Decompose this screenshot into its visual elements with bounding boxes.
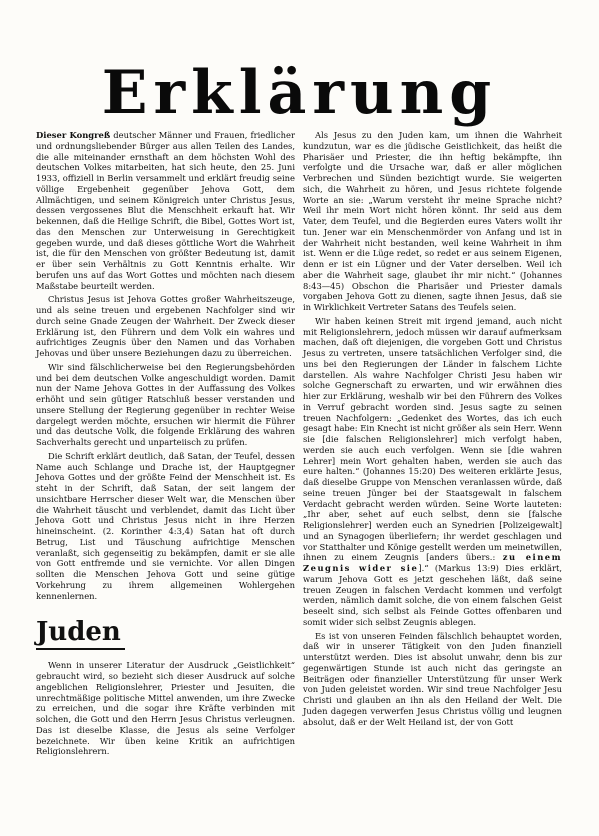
paragraph-text: Wir haben keinen Streit mit irgend jemand, auch nicht mit Religionslehrern, jedoch müssen wir darauf aufmerksam machen, daß oft diejenigen, die vorgeben Gott und Christus Jesus zu vertreten, unsere tatsächlichen Verfolger sind, die uns bei den Regierungen der Länder in falschem Lichte darstellen. Als wahre Nachfolger Christi Jesu haben wir solche Gegnerschaft zu erwarten, und wir erwähnen dies hier zur Erklärung, weshalb wir bei den Führern des Volkes in Verruf gebracht worden sind. Jesus sagte zu seinen treuen Nachfolgern: „Gedenket des Wortes, das ich euch gesagt habe: Ein Knecht ist nicht größer als sein Herr. Wenn sie [die falschen Religionslehrer] mich verfolgt haben, werden sie auch euch verfolgen. Wenn sie [die wahren Lehrer] mein Wort gehalten haben, werden sie auch das eure halten.“ (Johannes 15:20) Des weiteren erklärte Jesus, daß dieselbe Gruppe von Menschen veranlassen würde, daß seine treuen Jünger bei der Staatsgewalt in falschem Verdacht gebracht werden würden. Seine Worte lauteten: „Ihr aber, sehet auf euch selbst, denn sie [falsche Religionslehrer] werden euch an Synedrien [Polizeigewalt] und an Synagogen überliefern; ihr werdet geschlagen und vor Statthalter und Könige gestellt werden um meinetwillen, ihnen zu einem Zeugnis [anders übers.:	[303, 315, 562, 563]
page-title: Erklärung	[101, 58, 498, 128]
right-column	[303, 130, 562, 730]
intro-paragraph	[36, 130, 295, 291]
paragraph: Es ist von unseren Feinden fälschlich behauptet worden, daß wir in unserer Tätigkeit von den Juden finanziell unterstützt werden. Dies ist absolut unwahr, denn bis zur gegenwärtigen Stunde ist auch nicht das geringste an Beiträgen oder finanzieller Unterstützung für unser Werk von Juden geleistet worden. Wir sind treue Nachfolger Jesu Christi und glauben an ihn als den Heiland der Welt. Die Juden dagegen verwerfen Jesus Christus völlig und leugnen absolut, daß er der Welt Heiland ist, der von Gott	[303, 630, 562, 727]
paragraph: Als Jesus zu den Juden kam, um ihnen die Wahrheit kundzutun, war es die jüdische Geistlichkeit, das heißt die Pharisäer und Priester, die ihn heftig bekämpfte, ihn verfolgte und die Ursache war, daß er aller möglichen Verbrechen und Sünden bezichtigt wurde. Sie weigerten sich, die Wahrheit zu hören, und Jesus richtete folgende Worte an sie: „Warum versteht ihr meine Sprache nicht? Weil ihr mein Wort nicht hören könnt. Ihr seid aus dem Vater, dem Teufel, und die Begierden eures Vaters wollt ihr tun. Jener war ein Menschenmörder von Anfang und ist in der Wahrheit nicht bestanden, weil keine Wahrheit in ihm ist. Wenn er die Lüge redet, so redet er aus seinem Eigenen, denn er ist ein Lügner und der Vater derselben. Weil ich aber die Wahrheit sage, glaubet ihr mir nicht.“ (Johannes 8:43—45) Obschon die Pharisäer und Priester damals vorgaben Jehova Gott zu dienen, sagte ihnen Jesus, daß sie in Wirklichkeit Vertreter Satans des Teufels seien.	[303, 130, 562, 312]
intro-lead: Dieser Kongreß	[36, 130, 111, 140]
paragraph: Wir sind fälschlicherweise bei den Regierungsbehörden und bei dem deutschen Volke angeschuldigt worden. Damit nun der Name Jehova Gottes in der Auffassung des Volkes erhöht und sein gütiger Ratschluß besser verstanden und unsere Stellung der Regierung gegenüber in rechter Weise dargelegt werden möchte, ersuchen wir hiermit die Führer und das deutsche Volk, die folgende Erklärung des wahren Sachverhalts gerecht und unparteiisch zu prüfen.	[36, 361, 295, 447]
spaced-emphasis: zu einem Zeugnis wider sie	[303, 552, 562, 573]
intro-text: deutscher Männer und Frauen, friedlicher und ordnungsliebender Bürger aus allen Teilen des Landes, die alle miteinander ernsthaft an dem höchsten Wohl des deutschen Volkes mitarbeiten, hat sich heute, den 25. Juni 1933, offiziell in Berlin versammelt und erklärt freudig seine völlige Ergebenheit gegenüber Jehova Gott, dem Allmächtigen, und seinem Königreich unter Christus Jesus, dessen vergossenes Blut die Menschheit erkauft hat. Wir bekennen, daß die Heilige Schrift, die Bibel, Gottes Wort ist, das den Menschen zur Unterweisung in Gerechtigkeit gegeben wurde, und daß dieses göttliche Wort die Wahrheit ist, die für den Menschen von größter Bedeutung ist, damit er über sein Verhältnis zu Gott Kenntnis erhalte. Wir berufen uns auf das Wort Gottes und möchten nach diesem Maßstabe beurteilt werden.	[36, 130, 295, 291]
section-heading-juden: Juden	[36, 616, 125, 650]
paragraph-text: ].“ (Markus 13:9) Dies erklärt, warum Jehova Gott es jetzt geschehen läßt, daß seine treuen Zeugen in falschen Verdacht kommen und verfolgt werden, nämlich damit solche, die von einem falschen Geist beseelt sind, sich selbst als Feinde Gottes offenbaren und somit wider sich selbst Zeugnis ablegen.	[303, 563, 562, 627]
left-column	[36, 130, 295, 760]
paragraph: Die Schrift erklärt deutlich, daß Satan, der Teufel, dessen Name auch Schlange und Drache ist, der Hauptgegner Jehova Gottes und der größte Feind der Menschheit ist. Es steht in der Schrift, daß Satan, der seit langem der unsichtbare Herrscher dieser Welt war, die Menschen über die Wahrheit täuscht und verblendet, damit das Licht über Jehova Gott und Christus Jesus nicht in ihre Herzen hineinscheint. (2. Korinther 4:3,4) Satan hat oft durch Betrug, List und Täuschung aufrichtige Menschen veranlaßt, sich gegenseitig zu bekämpfen, damit er sie alle von Gott entfremde und sie vernichte. Vor allen Dingen sollten die Menschen Jehova Gott und seine gütige Vorkehrung zu ihrem allgemeinen Wohlergehen kennenlernen.	[36, 450, 295, 601]
paragraph: Christus Jesus ist Jehova Gottes großer Wahrheitszeuge, und als seine treuen und ergebenen Nachfolger sind wir durch seine Gnade Zeugen der Wahrheit. Der Zweck dieser Erklärung ist, den Führern und dem Volk ein wahres und aufrichtiges Zeugnis über den Namen und das Vorhaben Jehovas und über unsere Beziehungen dazu zu überreichen.	[36, 294, 295, 358]
paragraph	[303, 316, 562, 628]
paragraph: Wenn in unserer Literatur der Ausdruck „Geistlichkeit“ gebraucht wird, so bezieht sich dieser Ausdruck auf solche angeblichen Religionslehrer, Priester und Jesuiten, die unrechtmäßige politische Mittel anwenden, um ihre Zwecke zu erreichen, und die sogar ihre Kräfte verbinden mit solchen, die Gott und den Herrn Jesus Christus verleugnen. Das ist dieselbe Klasse, die Jesus als seine Verfolger bezeichnete. Wir üben keine Kritik an aufrichtigen Religionslehrern.	[36, 660, 295, 757]
